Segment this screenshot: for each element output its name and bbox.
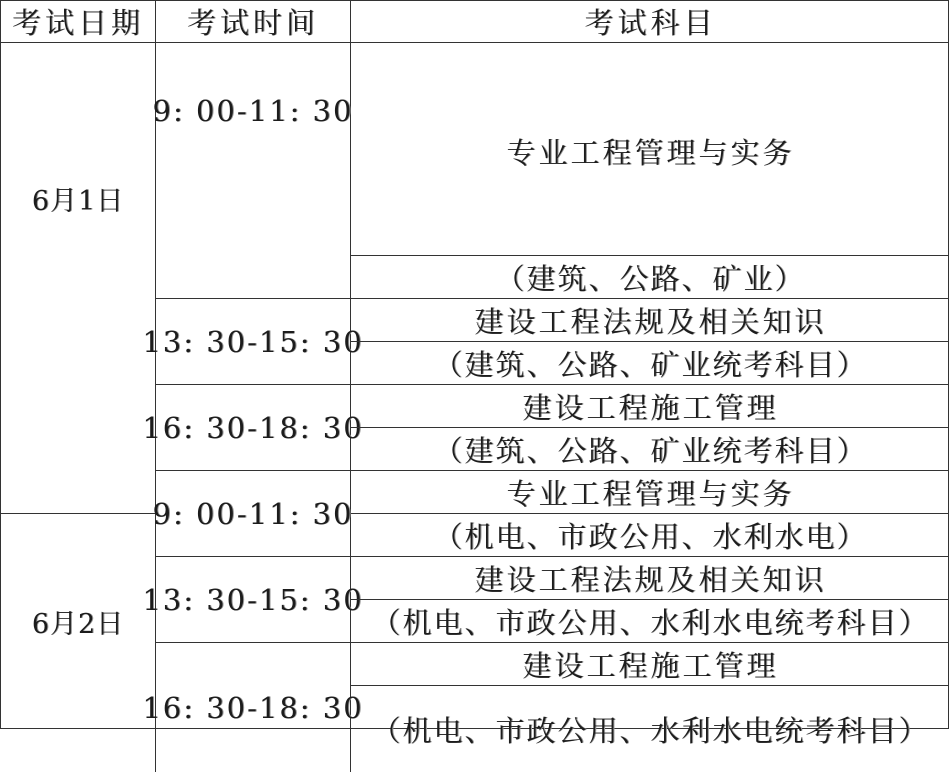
header-date: 考试日期 xyxy=(1,1,156,43)
time-cell: 16: 30-18: 30 xyxy=(156,643,351,772)
subject-scope-cell: （建筑、公路、矿业统考科目） xyxy=(351,428,949,471)
subject-cell: 建设工程施工管理 xyxy=(351,643,949,686)
header-subject: 考试科目 xyxy=(351,1,949,43)
date-cell: 6月1日 xyxy=(1,43,156,514)
date-cell: 6月2日 xyxy=(1,471,156,772)
time-cell: 16: 30-18: 30 xyxy=(156,385,351,471)
subject-cell: 专业工程管理与实务 xyxy=(351,43,949,256)
subject-cell: 建设工程施工管理 xyxy=(351,385,949,428)
subject-cell: 专业工程管理与实务 xyxy=(351,471,949,514)
subject-cell: 建设工程法规及相关知识 xyxy=(351,299,949,342)
time-cell: 9: 00-11: 30 xyxy=(156,43,351,299)
subject-scope-cell: （建筑、公路、矿业） xyxy=(351,256,949,299)
time-cell: 9: 00-11: 30 xyxy=(156,471,351,557)
subject-cell: 建设工程法规及相关知识 xyxy=(351,557,949,600)
subject-scope-cell: （机电、市政公用、水利水电） xyxy=(351,514,949,557)
time-cell: 13: 30-15: 30 xyxy=(156,299,351,385)
header-time: 考试时间 xyxy=(156,1,351,43)
subject-scope-cell: （建筑、公路、矿业统考科目） xyxy=(351,342,949,385)
subject-scope-cell: （机电、市政公用、水利水电统考科目） xyxy=(371,713,930,748)
subject-scope-cell: （机电、市政公用、水利水电统考科目） xyxy=(351,600,949,643)
time-cell: 13: 30-15: 30 xyxy=(156,557,351,643)
